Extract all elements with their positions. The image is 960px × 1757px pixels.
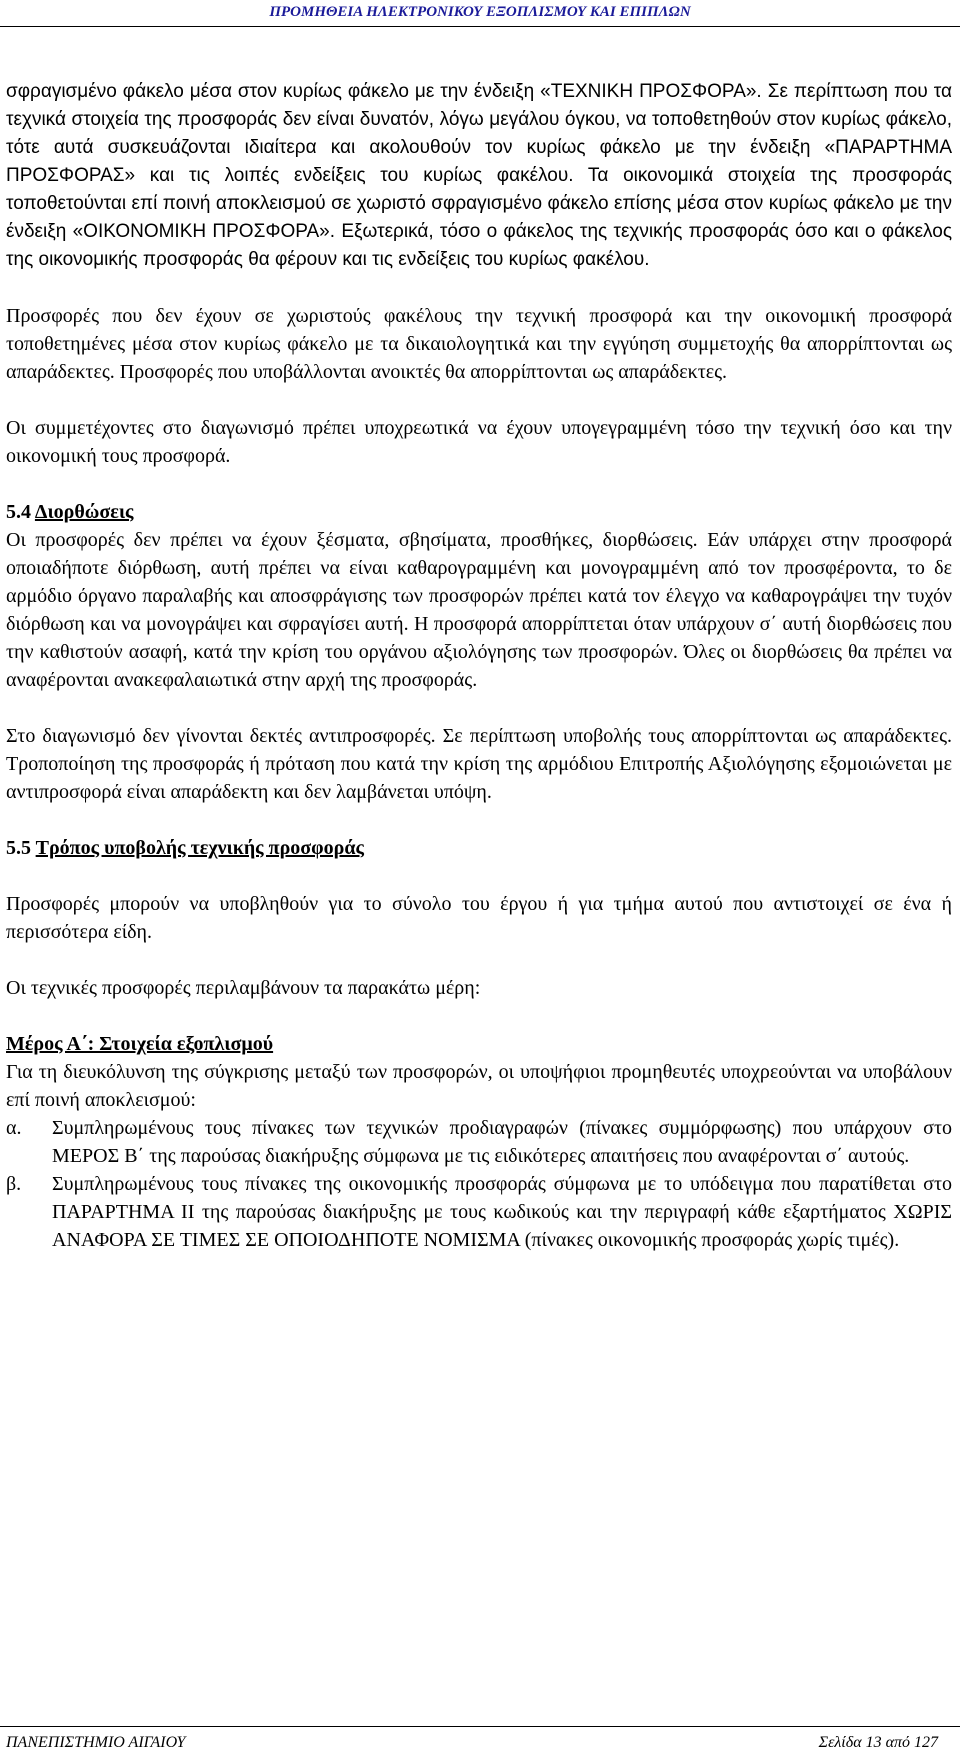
section-heading-5-4: [6, 498, 952, 526]
paragraph-counteroffers: Στο διαγωνισμό δεν γίνονται δεκτές αντιπροσφορές. Σε περίπτωση υποβολής τους απορρίπτονται ως απαράδεκτες. Τροποποίηση της προσφοράς ή πρόταση που κατά την κρίση της αρμόδιου Επιτροπής Αξιολόγησης εξομοιώνεται με αντιπροσφορά είναι απαράδεκτη και δεν λαμβάνεται υπόψη.: [6, 725, 952, 803]
footer-institution: ΠΑΝΕΠΙΣΤΗΜΙΟ ΑΙΓΑΙΟΥ: [6, 1734, 186, 1751]
list-item-text: Συμπληρωμένους τους πίνακες της οικονομικής προσφοράς σύμφωνα με το υπόδειγμα που παρατίθεται στο ΠΑΡΑΡΤΗΜΑ ΙΙ της παρούσας διακήρυξης με τους κωδικούς και την περιγραφή κάθε εξαρτήματος ΧΩΡΙΣ ΑΝΑΦΟΡΑ ΣΕ ΤΙΜΕΣ ΣΕ ΟΠΟΙΟΔΗΠΟΤΕ ΝΟΜΙΣΜΑ (πίνακες οικονομικής προσφοράς χωρίς τιμές).: [52, 1173, 952, 1251]
list-marker: β.: [6, 1173, 22, 1195]
page-footer: [0, 1726, 960, 1757]
paragraph-rejected-offers: Προσφορές που δεν έχουν σε χωριστούς φακέλους την τεχνική προσφορά και την οικονομική προσφορά τοποθετημένες μέσα στον κυρίως φάκελο με τα δικαιολογητικά και την εγγύηση συμμετοχής θα απορρίπτονται ως απαράδεκτες. Προσφορές που υποβάλλονται ανοικτές θα απορρίπτονται ως απαράδεκτες.: [6, 305, 952, 383]
document-body: [6, 78, 952, 1254]
list-marker: α.: [6, 1117, 22, 1139]
paragraph-corrections: Οι προσφορές δεν πρέπει να έχουν ξέσματα, σβησίματα, προσθήκες, διορθώσεις. Εάν υπάρχει στην προσφορά οποιαδήποτε διόρθωση, αυτή πρέπει να είναι καθαρογραμμένη και μονογραμμένη από τον προσφέροντα, το δε αρμόδιο όργανο παραλαβής και αποσφράγισης των προσφορών πρέπει κατά τον έλεγχο να καθαρογράψει την τυχόν διόρθωση και να μονογράψει και σφραγίσει αυτή. Η προσφορά απορρίπτεται όταν υπάρχουν σ΄ αυτή διορθώσεις που την καθιστούν ασαφή, κατά την κρίση του οργάνου αξιολόγησης των προσφορών. Όλες οι διορθώσεις θα πρέπει να αναφέρονται ανακεφαλαιωτικά στην αρχή της προσφοράς.: [6, 529, 952, 691]
part-a-heading: [6, 1030, 952, 1058]
page-header: [0, 0, 960, 27]
section-title: Διορθώσεις: [34, 501, 134, 523]
list-item-text: Συμπληρωμένους τους πίνακες των τεχνικών προδιαγραφών (πίνακες συμμόρφωσης) που υπάρχουν στο ΜΕΡΟΣ Β΄ της παρούσας διακήρυξης σύμφωνα με τις ειδικότερες απαιτήσεις που αναφέρονται σ΄ αυτούς.: [52, 1117, 952, 1167]
paragraph-comparison: Για τη διευκόλυνση της σύγκρισης μεταξύ των προσφορών, οι υποψήφιοι προμηθευτές υποχρεούνται να υποβάλουν επί ποινή αποκλεισμού:: [6, 1061, 952, 1111]
list-item-b: [6, 1170, 952, 1254]
part-a-title: Μέρος Α΄: Στοιχεία εξοπλισμού: [6, 1033, 274, 1055]
header-title: ΠΡΟΜΗΘΕΙΑ ΗΛΕΚΤΡΟΝΙΚΟΥ ΕΞΟΠΛΙΣΜΟΥ ΚΑΙ ΕΠΙΠΛΩΝ: [269, 4, 691, 20]
footer-page-number: Σελίδα 13 από 127: [818, 1734, 938, 1751]
section-title: Τρόπος υποβολής τεχνικής προσφοράς: [35, 837, 364, 859]
paragraph-signed-offer: Οι συμμετέχοντες στο διαγωνισμό πρέπει υποχρεωτικά να έχουν υπογεγραμμένη τόσο την τεχνική όσο και την οικονομική τους προσφορά.: [6, 417, 952, 467]
section-heading-5-5: [6, 834, 952, 862]
list-item-a: [6, 1114, 952, 1170]
paragraph-technical-offer-envelope: σφραγισμένο φάκελο μέσα στον κυρίως φάκελο με την ένδειξη «ΤΕΧΝΙΚΗ ΠΡΟΣΦΟΡΑ». Σε περίπτωση που τα τεχνικά στοιχεία της προσφοράς δεν είναι δυνατόν, λόγω μεγάλου όγκου, να τοποθετηθούν στον κυρίως φάκελο, τότε αυτά συσκευάζονται ιδιαίτερα και ακολουθούν τον κυρίως φάκελο με την ένδειξη «ΠΑΡΑΡΤΗΜΑ ΠΡΟΣΦΟΡΑΣ» και τις λοιπές ενδείξεις του κυρίως φακέλου. Τα οικονομικά στοιχεία της προσφοράς τοποθετούνται επί ποινή αποκλεισμού σε χωριστό σφραγισμένο φάκελο επίσης μέσα στον κυρίως φάκελο με την ένδειξη «ΟΙΚΟΝΟΜΙΚΗ ΠΡΟΣΦΟΡΑ». Εξωτερικά, τόσο ο φάκελος της τεχνικής προσφοράς όσο και ο φάκελος της οικονομικής προσφοράς θα φέρουν και τις ενδείξεις του κυρίως φακέλου.: [6, 81, 952, 270]
paragraph-offer-parts: Οι τεχνικές προσφορές περιλαμβάνουν τα παρακάτω μέρη:: [6, 977, 481, 999]
section-number: 5.4: [6, 501, 31, 523]
section-number: 5.5: [6, 837, 31, 859]
paragraph-offer-scope: Προσφορές μπορούν να υποβληθούν για το σύνολο του έργου ή για τμήμα αυτού που αντιστοιχεί σε ένα ή περισσότερα είδη.: [6, 893, 952, 943]
